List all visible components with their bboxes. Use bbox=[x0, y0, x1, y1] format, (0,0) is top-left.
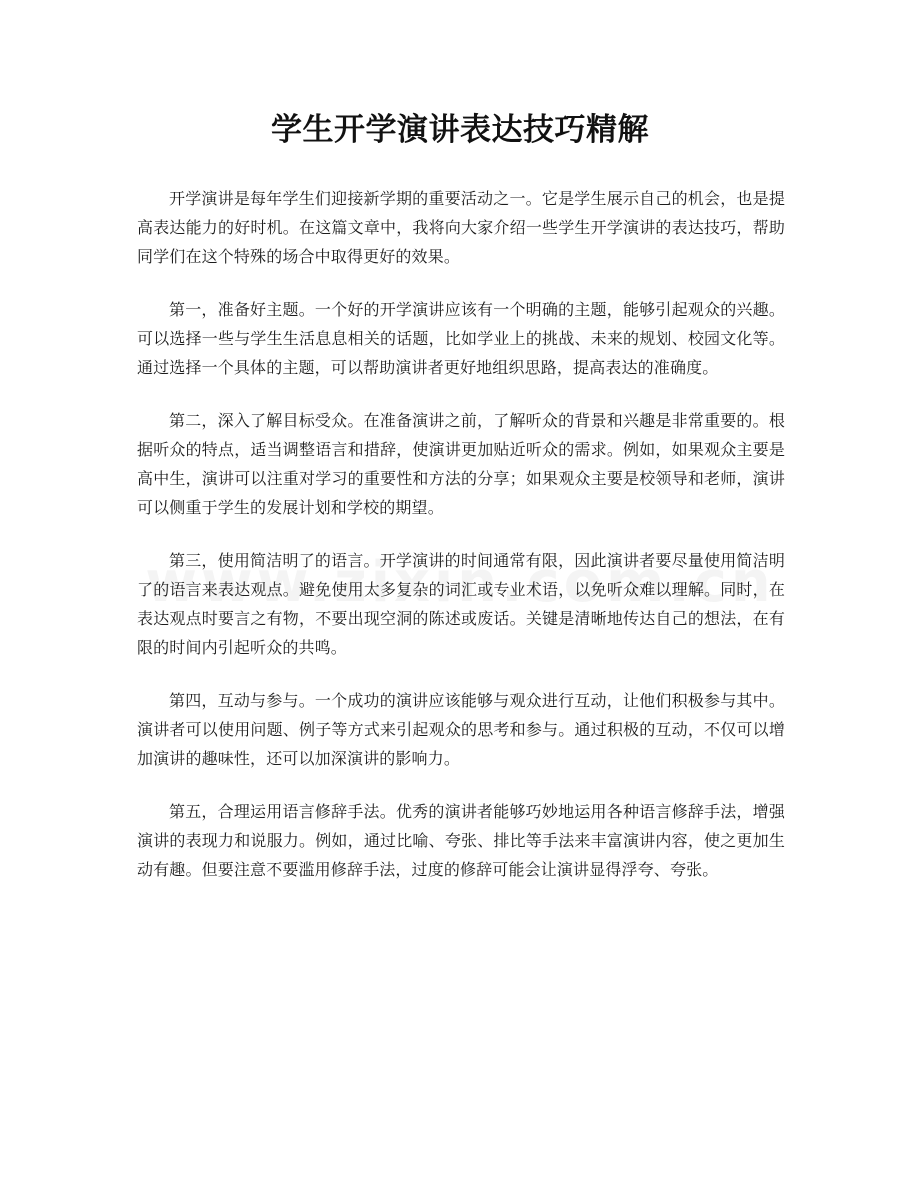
paragraph-3: 第三，使用简洁明了的语言。开学演讲的时间通常有限，因此演讲者要尽量使用简洁明了的语言来表达观点。避免使用太多复杂的词汇或专业术语，以免听众难以理解。同时，在表达观点时要言之有物，不要出现空洞的陈述或废话。关键是清晰地传达自己的想法，在有限的时间内引起听众的共鸣。 bbox=[137, 551, 785, 657]
paragraph-1: 第一，准备好主题。一个好的开学演讲应该有一个明确的主题，能够引起观众的兴趣。可以选择一些与学生生活息息相关的话题，比如学业上的挑战、未来的规划、校园文化等。通过选择一个具体的主题，可以帮助演讲者更好地组织思路，提高表达的准确度。 bbox=[137, 300, 785, 377]
paragraph-4: 第四，互动与参与。一个成功的演讲应该能够与观众进行互动，让他们积极参与其中。演讲者可以使用问题、例子等方式来引起观众的思考和参与。通过积极的互动，不仅可以增加演讲的趣味性，还可以加深演讲的影响力。 bbox=[137, 691, 785, 768]
document-title: 学生开学演讲表达技巧精解 bbox=[271, 112, 649, 148]
paragraph-2: 第二，深入了解目标受众。在准备演讲之前，了解听众的背景和兴趣是非常重要的。根据听众的特点，适当调整语言和措辞，使演讲更加贴近听众的需求。例如，如果观众主要是高中生，演讲可以注重对学习的重要性和方法的分享；如果观众主要是校领导和老师，演讲可以侧重于学生的发展计划和学校的期望。 bbox=[137, 411, 785, 517]
document-body bbox=[137, 184, 785, 908]
paragraph-intro: 开学演讲是每年学生们迎接新学期的重要活动之一。它是学生展示自己的机会，也是提高表达能力的好时机。在这篇文章中，我将向大家介绍一些学生开学演讲的表达技巧，帮助同学们在这个特殊的场合中取得更好的效果。 bbox=[137, 189, 785, 266]
paragraph-5: 第五，合理运用语言修辞手法。优秀的演讲者能够巧妙地运用各种语言修辞手法，增强演讲的表现力和说服力。例如，通过比喻、夸张、排比等手法来丰富演讲内容，使之更加生动有趣。但要注意不要滥用修辞手法，过度的修辞可能会让演讲显得浮夸、夸张。 bbox=[137, 802, 785, 879]
